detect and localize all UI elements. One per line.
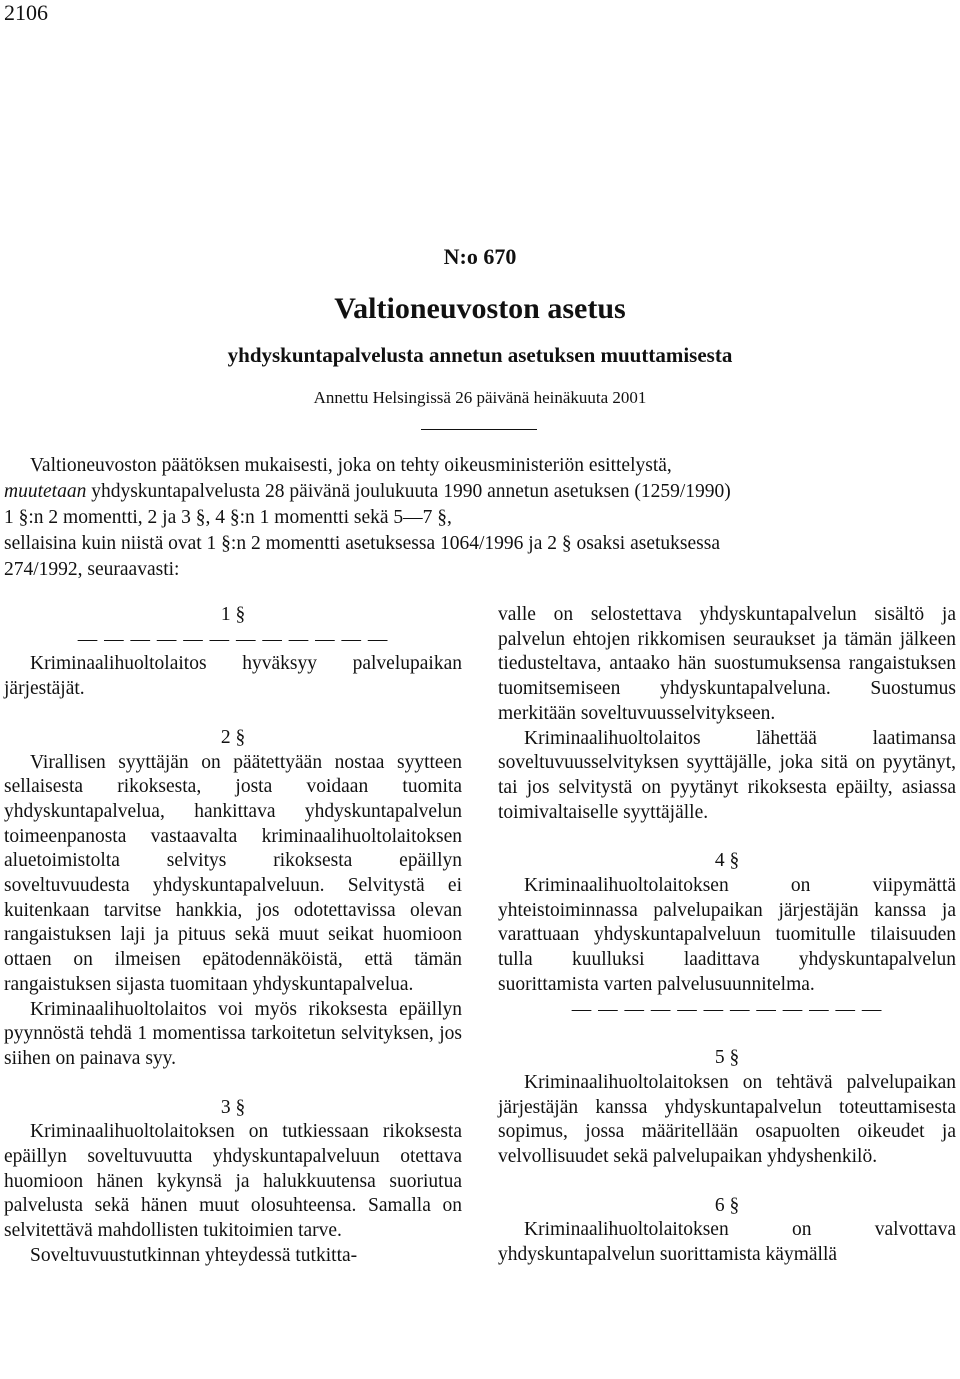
section-heading-6: 6 § <box>714 1194 740 1216</box>
omission-marker: — — — — — — — — — — — — <box>77 628 389 650</box>
preamble-line-4: sellaisina kuin niistä ovat 1 §:n 2 momentti asetuksessa 1064/1996 ja 2 § osaksi asetuksessa <box>4 533 720 554</box>
given-date: Annettu Helsingissä 26 päivänä heinäkuuta 2001 <box>313 388 647 407</box>
section-2-paragraph-1: Virallisen syyttäjän on päätettyään nostaa syytteen sellaisesta rikoksesta, josta voidaan tuomita yhdyskuntapalvelua, hankittava yhdyskuntapalvelun toimeenpanosta vastaavalta kriminaalihuoltolaitoksen aluetoimistolta selvitys rikoksesta epäillyn soveltuvuudesta yhdyskuntapalveluun. Selvitystä ei kuitenkaan tarvitse hankkia, jos odotettavissa olevan rangaistuksen laji ja pituus sekä muut seikat huomioon ottaen on ilmeisen epätodennäköistä, että tämän rangaistuksen sijasta tuomitaan yhdyskuntapalvelua. <box>4 751 462 995</box>
right-column <box>498 603 956 1268</box>
preamble-line-5: 274/1992, seuraavasti: <box>4 559 180 580</box>
section-heading-4: 4 § <box>714 850 740 872</box>
section-heading-2: 2 § <box>220 726 246 748</box>
section-heading-3: 3 § <box>220 1096 246 1118</box>
section-heading-5: 5 § <box>714 1047 740 1069</box>
page-title: Valtioneuvoston asetus <box>334 292 626 325</box>
section-2-paragraph-2: Kriminaalihuoltolaitos voi myös rikoksesta epäillyn pyynnöstä tehdä 1 momentissa tarkoitetun selvityksen, jos siihen on painava syy. <box>4 998 462 1069</box>
page-number: 2106 <box>4 0 48 25</box>
statute-number: N:o 670 <box>443 244 517 269</box>
section-3-paragraph-2-continued: valle on selostettava yhdyskuntapalvelun sisältö ja palvelun ehtojen rikkomisen seuraukset ja tämän jälkeen tiedusteltava, antaako hän suostumuksensa rangaistuksen tuomitsemiseen yhdyskuntapalveluna. Suostumus merkitään soveltuvuusselvitykseen. <box>498 604 956 724</box>
preamble <box>4 453 956 583</box>
omission-marker: — — — — — — — — — — — — <box>571 998 883 1020</box>
section-6-paragraph-1: Kriminaalihuoltolaitoksen on valvottava yhdyskuntapalvelun suorittamista käymällä <box>498 1219 956 1266</box>
section-5-paragraph-1: Kriminaalihuoltolaitoksen on tehtävä palvelupaikan järjestäjän kanssa yhdyskuntapalvelun toteuttamisesta sopimus, jossa määritellään osapuolten oikeudet ja velvollisuudet sekä palvelupaikan yhdyshenkilö. <box>498 1071 956 1168</box>
preamble-line-3: 1 §:n 2 momentti, 2 ja 3 §, 4 §:n 1 momentti sekä 5—7 §, <box>4 507 452 528</box>
section-3-paragraph-3: Kriminaalihuoltolaitos lähettää laatimansa soveltuvuusselvityksen syyttäjälle, joka sitä on pyytänyt, tai jos selvitystä on pyytänyt rikoksesta epäilty, asiassa toimivaltaiselle syyttäjälle. <box>498 727 956 823</box>
section-1-text: Kriminaalihuoltolaitos hyväksyy palvelupaikan järjestäjät. <box>4 653 462 700</box>
preamble-line-1: Valtioneuvoston päätöksen mukaisesti, joka on tehty oikeusministeriön esittelystä, <box>30 455 672 476</box>
left-column <box>4 603 462 1269</box>
title-divider <box>421 429 537 430</box>
preamble-line-2 <box>4 479 956 505</box>
section-4-paragraph-1: Kriminaalihuoltolaitoksen on viipymättä yhteistoiminnassa palvelupaikan järjestäjän kanssa ja varattuaan yhdyskuntapalveluun tuomitulle tilaisuuden tulla kuulluksi laadittava yhdyskuntapalvelun suorittamista varten palvelusuunnitelma. <box>498 875 956 995</box>
section-3-paragraph-2: Soveltuvuustutkinnan yhteydessä tutkitta- <box>30 1244 358 1266</box>
page-subtitle: yhdyskuntapalvelusta annetun asetuksen muuttamisesta <box>227 343 733 367</box>
preamble-emphasis: muutetaan <box>4 481 87 502</box>
preamble-line-2-rest: yhdyskuntapalvelusta 28 päivänä joulukuuta 1990 annetun asetuksen (1259/1990) <box>86 481 731 502</box>
section-3-paragraph-1: Kriminaalihuoltolaitoksen on tutkiessaan rikoksesta epäillyn soveltuvuutta yhdyskuntapalveluun otettava huomioon hänen kykynsä ja halukkuutensa suoriutua palvelusta sekä hänen muut olosuhteensa. Samalla on selvitettävä mahdollisten tukitoimien tarve. <box>4 1121 462 1242</box>
section-heading-1: 1 § <box>220 604 246 625</box>
